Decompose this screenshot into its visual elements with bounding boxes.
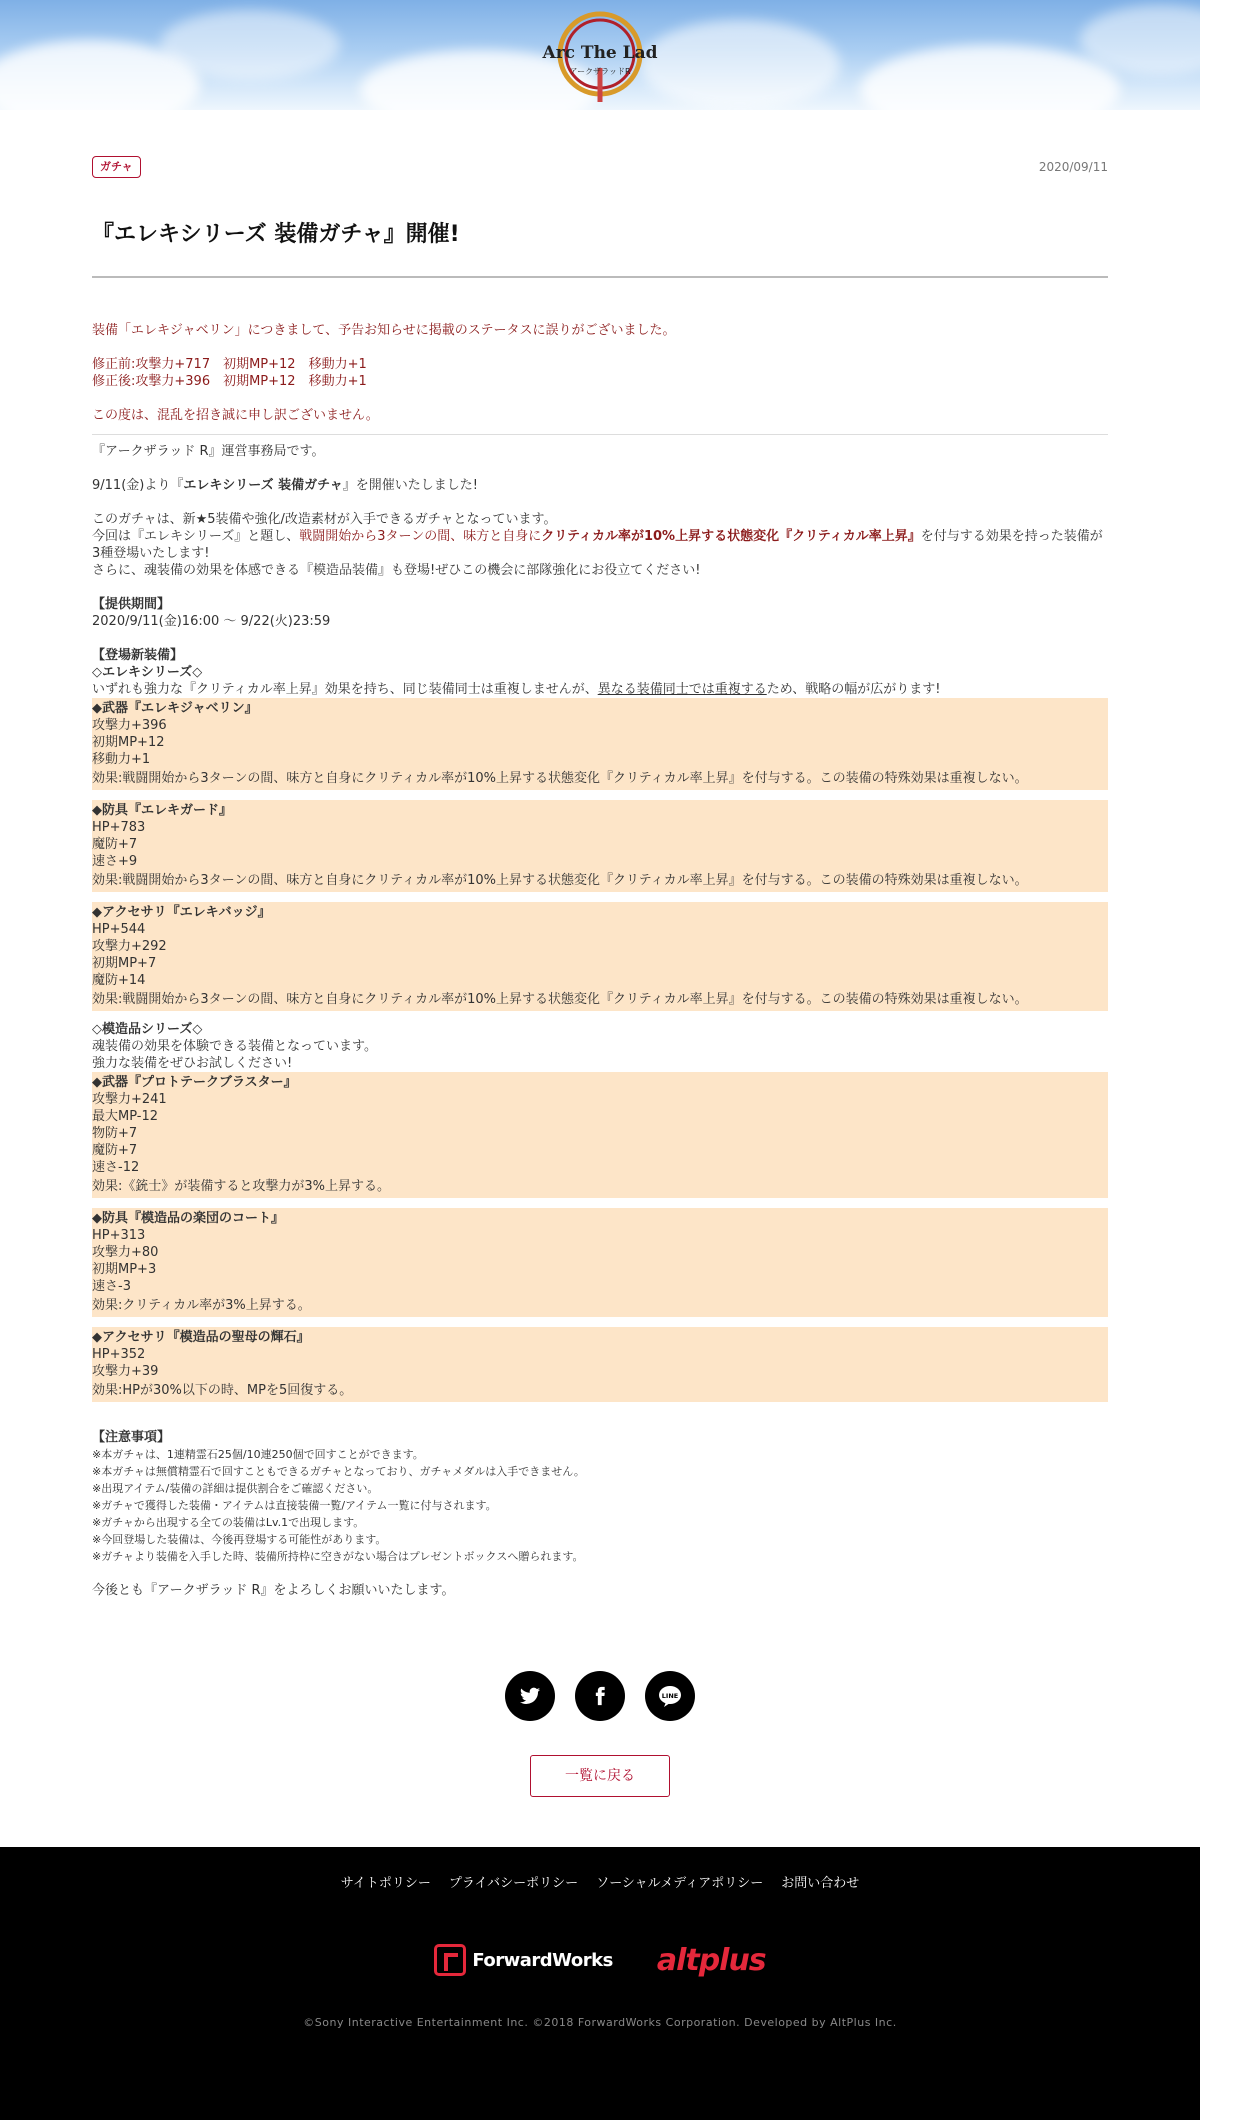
caution-line: ※ガチャより装備を入手した時、装備所持枠に空きがない場合はプレゼントボックスへ贈られます。 — [92, 1550, 584, 1563]
share-facebook-button[interactable] — [575, 1671, 625, 1721]
equipment-box — [92, 1072, 1108, 1198]
footer-link[interactable]: サイトポリシー — [340, 1876, 431, 1891]
footer-link[interactable]: ソーシャルメディアポリシー — [596, 1876, 764, 1891]
equipment-stat: 物防+7 — [92, 1126, 138, 1141]
copyright: ©Sony Interactive Entertainment Inc. ©2018 ForwardWorks Corporation. Developed by AltPlus Inc. — [303, 2016, 897, 2029]
caution-line: ※ガチャで獲得した装備・アイテムは直接装備一覧/アイテム一覧に付与されます。 — [92, 1499, 497, 1512]
period-section: 【提供期間】 2020/9/11(金)16:00 〜 9/22(火)23:59 — [92, 597, 331, 629]
equipment-effect: 効果:戦闘開始から3ターンの間、味方と自身にクリティカル率が10%上昇する状態変化『クリティカル率上昇』を付与する。この装備の特殊効果は重複しない。 — [92, 992, 1028, 1007]
caution-line: ※本ガチャは無償精霊石で回すこともできるガチャとなっており、ガチャメダルは入手できません。 — [92, 1465, 585, 1478]
footer-link[interactable]: プライバシーポリシー — [448, 1876, 579, 1891]
equipment-stat: HP+544 — [92, 922, 146, 937]
svg-text:LINE: LINE — [661, 1692, 679, 1700]
closing-text: 今後とも『アークザラッド R』をよろしくお願いいたします。 — [92, 1583, 455, 1598]
equipment-stat: 攻撃力+292 — [92, 939, 167, 954]
notice-divider — [92, 434, 1108, 435]
equipment-name: ◆アクセサリ『エレキバッジ』 — [92, 905, 271, 920]
equipment-box — [92, 800, 1108, 892]
share-buttons — [92, 1671, 1108, 1721]
equipment-name: ◆武器『エレキジャベリン』 — [92, 701, 258, 716]
svg-text:Arc The Lad: Arc The Lad — [542, 43, 658, 63]
equipment-stat: 攻撃力+396 — [92, 718, 167, 733]
line-icon — [657, 1684, 683, 1708]
header-banner — [0, 0, 1200, 110]
category-tag[interactable]: ガチャ — [92, 156, 141, 178]
new-equip-section: 【登場新装備】 ◇エレキシリーズ◇ いずれも強力な『クリティカル率上昇』効果を持ち、同じ装備同士は重複しませんが、異なる装備同士では重複するため、戦略の幅が広がります! ◆武器『エレキジャベリン』 攻撃力+396 初期MP+12 移動力+1 効果:戦闘開始から3ターンの間、味方と自身にクリティカル率が10%上昇する状態変化『クリティカル率上昇』を付与する。この装備の特殊効果は重複しない。 ◆防具『エレキガード』 HP+783 魔防+7 速さ+9 効果:戦闘開始から3ターンの間、味方と自身にクリティカル率が10%上昇する状態変化『クリティカル率上昇』を付与する。この装備の特殊効果は重複しない。 ◆アクセサリ『エレキバッジ』 HP+544 攻撃力+292 初期MP+7 魔防+14 効果:戦闘開始から3ターンの間、味方と自身にクリティカル率が10%上昇する状態変化『クリティカル率上昇』を付与する。この装備の特殊効果は重複しない。 ◇模造品シリーズ◇ 魂装備の効果を体験できる装備となっています。 強力な装備をぜひお試しください! ◆武器『プロトテークブラスター』 攻撃力+241 最大MP-12 物防+7 魔防+7 速さ-12 効果:《銃士》が装備すると攻撃力が3%上昇する。 ◆防具『模造品の楽団のコート』 HP+313 攻撃力+80 初期MP+3 速さ-3 効果:クリティカル率が3%上昇する。 ◆アクセサリ『模造品の聖母の輝石』 HP+352 攻撃力+39 効果:HPが30%以下の時、MPを5回復する。 — [92, 647, 1108, 1402]
caution-section: 【注意事項】 ※本ガチャは、1連精霊石25個/10連250個で回すことができます。 ※本ガチャは無償精霊石で回すこともできるガチャとなっており、ガチャメダルは入手できません。 ※出現アイテム/装備の詳細は提供割合をご確認ください。 ※ガチャで獲得した装備・アイテムは直接装備一覧/アイテム一覧に付与されます。 ※ガチャから出現する全ての装備はLv.1で出現します。 ※今回登場した装備は、今後再登場する可能性があります。 ※ガチャより装備を入手した時、装備所持枠に空きがない場合はプレゼントボックスへ贈られます。 — [92, 1429, 1108, 1565]
equipment-name: ◆防具『模造品の楽団のコート』 — [92, 1211, 284, 1226]
equipment-stat: HP+783 — [92, 820, 146, 835]
equipment-stat: 攻撃力+39 — [92, 1364, 159, 1379]
article — [92, 110, 1108, 1797]
caution-line: ※今回登場した装備は、今後再登場する可能性があります。 — [92, 1533, 387, 1546]
facebook-icon — [590, 1685, 610, 1707]
equipment-name: ◆武器『プロトテークブラスター』 — [92, 1075, 297, 1090]
back-to-list-button[interactable]: 一覧に戻る — [530, 1755, 670, 1797]
equipment-box — [92, 698, 1108, 790]
equipment-stat: 魔防+7 — [92, 1143, 138, 1158]
equipment-stat: HP+352 — [92, 1347, 146, 1362]
share-line-button[interactable] — [645, 1671, 695, 1721]
equipment-effect: 効果:戦闘開始から3ターンの間、味方と自身にクリティカル率が10%上昇する状態変化『クリティカル率上昇』を付与する。この装備の特殊効果は重複しない。 — [92, 873, 1028, 888]
equipment-stat: 初期MP+7 — [92, 956, 157, 971]
equipment-stat: 攻撃力+80 — [92, 1245, 159, 1260]
equipment-effect: 効果:HPが30%以下の時、MPを5回復する。 — [92, 1383, 353, 1398]
equipment-stat: 攻撃力+241 — [92, 1092, 167, 1107]
forwardworks-mark-icon — [434, 1944, 466, 1976]
equipment-stat: 初期MP+3 — [92, 1262, 157, 1277]
footer-link[interactable]: お問い合わせ — [781, 1876, 860, 1891]
equipment-effect: 効果:クリティカル率が3%上昇する。 — [92, 1298, 311, 1313]
twitter-icon — [519, 1685, 541, 1707]
page-title: 『エレキシリーズ 装備ガチャ』開催! — [92, 222, 460, 247]
caution-line: ※ガチャから出現する全ての装備はLv.1で出現します。 — [92, 1516, 365, 1529]
forwardworks-logo[interactable]: ForwardWorks — [434, 1944, 613, 1976]
equipment-stat: 魔防+14 — [92, 973, 146, 988]
equipment-name: ◆アクセサリ『模造品の聖母の輝石』 — [92, 1330, 310, 1345]
equipment-stat: 初期MP+12 — [92, 735, 165, 750]
equipment-name: ◆防具『エレキガード』 — [92, 803, 232, 818]
equipment-box — [92, 1327, 1108, 1402]
equipment-effect: 効果:《銃士》が装備すると攻撃力が3%上昇する。 — [92, 1179, 391, 1194]
share-twitter-button[interactable] — [505, 1671, 555, 1721]
svg-text:アークザラッドR: アークザラッドR — [569, 67, 631, 76]
caution-line: ※本ガチャは、1連精霊石25個/10連250個で回すことができます。 — [92, 1448, 424, 1461]
equipment-stat: 魔防+7 — [92, 837, 138, 852]
equipment-effect: 効果:戦闘開始から3ターンの間、味方と自身にクリティカル率が10%上昇する状態変化『クリティカル率上昇』を付与する。この装備の特殊効果は重複しない。 — [92, 771, 1028, 786]
site-footer — [0, 1847, 1200, 2120]
intro: 『アークザラッド R』運営事務局です。 9/11(金)より『エレキシリーズ 装備ガチャ』を開催いたしました! このガチャは、新★5装備や強化/改造素材が入手できるガチャとなっています。 今回は『エレキシリーズ』と題し、戦闘開始から3ターンの間、味方と自身にクリティカル率が10%上昇する状態変化『クリティカル率上昇』を付与する効果を持った装備が3種登場いたします! さらに、魂装備の効果を体感できる『模造品装備』も登場!ぜひこの機会に部隊強化にお役立てください! — [92, 444, 1103, 578]
arc-the-lad-logo[interactable] — [542, 8, 658, 104]
altplus-logo[interactable]: altplus — [656, 1942, 766, 1978]
equipment-stat: 速さ-12 — [92, 1160, 140, 1175]
equipment-stat: 移動力+1 — [92, 752, 151, 767]
equipment-stat: 最大MP-12 — [92, 1109, 159, 1124]
caution-line: ※出現アイテム/装備の詳細は提供割合をご確認ください。 — [92, 1482, 379, 1495]
equipment-stat: 速さ+9 — [92, 854, 138, 869]
correction-notice: 装備「エレキジャベリン」につきまして、予告お知らせに掲載のステータスに誤りがございました。 修正前:攻撃力+717 初期MP+12 移動力+1 修正後:攻撃力+396 初期MP+12 移動力+1 この度は、混乱を招き誠に申し訳ございません。 — [92, 323, 676, 423]
equipment-box — [92, 902, 1108, 1011]
title-divider — [92, 276, 1108, 278]
equipment-box — [92, 1208, 1108, 1317]
equipment-stat: 速さ-3 — [92, 1279, 131, 1294]
post-date: 2020/09/11 — [1038, 159, 1108, 174]
equipment-stat: HP+313 — [92, 1228, 146, 1243]
